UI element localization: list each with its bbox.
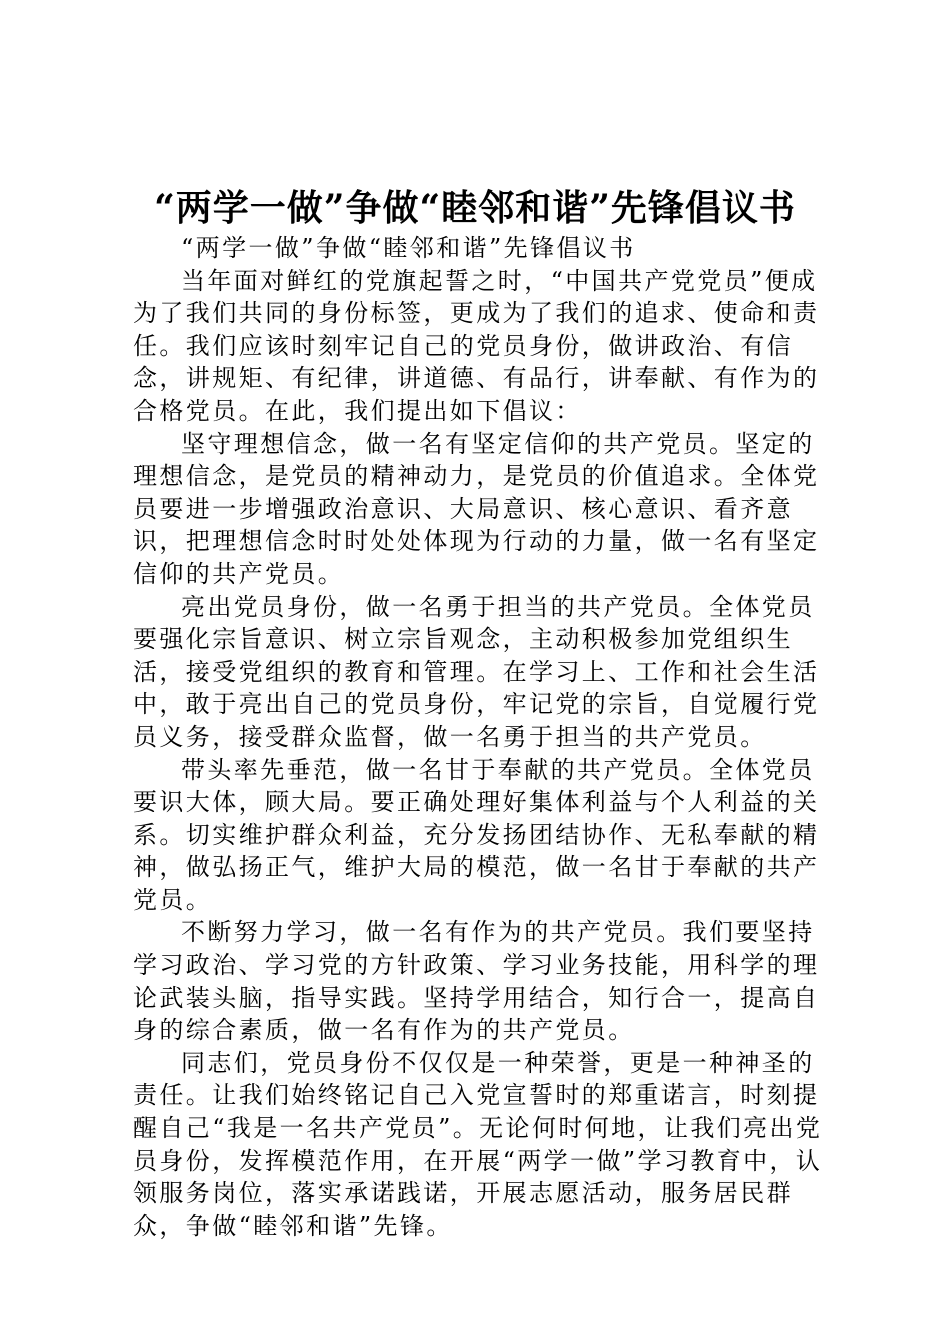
- intro-paragraph: 当年面对鲜红的党旗起誓之时，“中国共产党党员”便成为了我们共同的身份标签，更成为了我们的追求、使命和责任。我们应该时刻牢记自己的党员身份，做讲政治、有信念，讲规矩、有纪律，讲道德、有品行，讲奉献、有作为的合格党员。在此，我们提出如下倡议：: [133, 266, 820, 425]
- closing-paragraph: 同志们，党员身份不仅仅是一种荣誉，更是一种神圣的责任。让我们始终铭记自己入党宣誓时的郑重诺言，时刻提醒自己“我是一名共产党员”。无论何时何地，让我们亮出党员身份，发挥模范作用，在开展“两学一做”学习教育中，认领服务岗位，落实承诺践诺，开展志愿活动，服务居民群众，争做“睦邻和谐”先锋。: [133, 1048, 823, 1240]
- proposal-paragraph-4: 不断努力学习，做一名有作为的共产党员。我们要坚持学习政治、学习党的方针政策、学习业务技能，用科学的理论武装头脑，指导实践。坚持学用结合，知行合一，提高自身的综合素质，做一名有作为的共产党员。: [133, 918, 820, 1045]
- document-body: [133, 232, 833, 1242]
- proposal-paragraph-1: 坚守理想信念，做一名有坚定信仰的共产党员。坚定的理想信念，是党员的精神动力，是党员的价值追求。全体党员要进一步增强政治意识、大局意识、核心意识、看齐意识，把理想信念时时处处体现为行动的力量，做一名有坚定信仰的共产党员。: [133, 429, 820, 588]
- subtitle-paragraph: “两学一做”争做“睦邻和谐”先锋倡议书: [181, 234, 636, 262]
- document-title: “两学一做”争做“睦邻和谐”先锋倡议书: [154, 187, 796, 229]
- proposal-paragraph-3: 带头率先垂范，做一名甘于奉献的共产党员。全体党员要识大体，顾大局。要正确处理好集体利益与个人利益的关系。切实维护群众利益，充分发扬团结协作、无私奉献的精神，做弘扬正气，维护大局的模范，做一名甘于奉献的共产党员。: [133, 755, 820, 914]
- proposal-paragraph-2: 亮出党员身份，做一名勇于担当的共产党员。全体党员要强化宗旨意识、树立宗旨观念，主动积极参加党组织生活，接受党组织的教育和管理。在学习上、工作和社会生活中，敢于亮出自己的党员身份，牢记党的宗旨，自觉履行党员义务，接受群众监督，做一名勇于担当的共产党员。: [133, 592, 820, 751]
